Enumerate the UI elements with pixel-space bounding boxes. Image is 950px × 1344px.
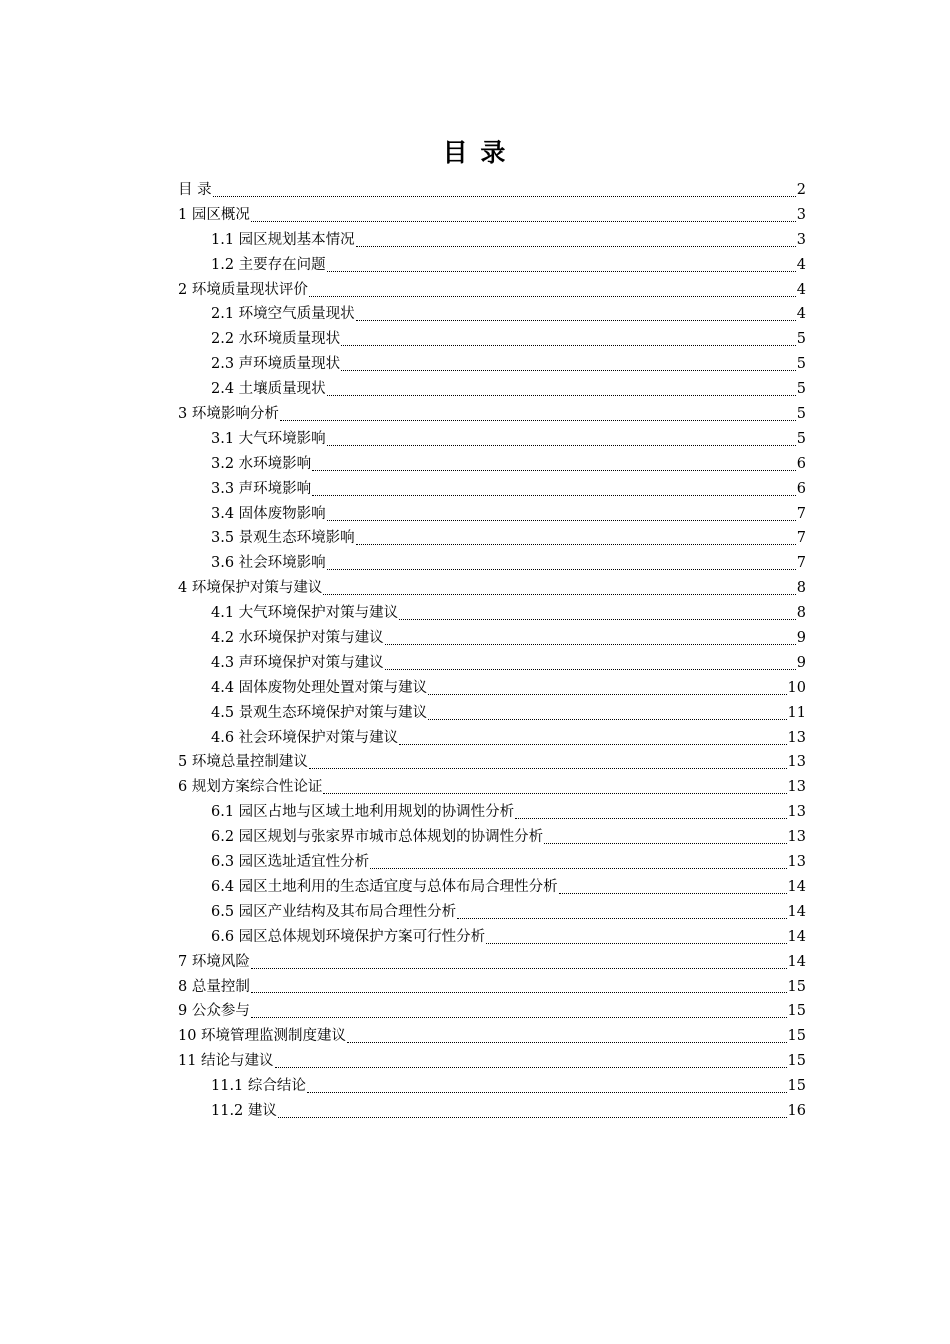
- toc-entry-label: 11.2 建议: [211, 1102, 277, 1119]
- toc-entry-label: 11 结论与建议: [178, 1053, 274, 1070]
- table-of-contents: [178, 178, 806, 1124]
- toc-entry-label: 7 环境风险: [178, 953, 250, 970]
- toc-entry-page: 14: [787, 878, 806, 895]
- toc-entry-page: 15: [787, 1053, 806, 1070]
- toc-entry-page: 15: [787, 1003, 806, 1020]
- toc-entry-page: 5: [796, 406, 806, 423]
- toc-entry-page: 5: [796, 381, 806, 398]
- toc-entry-page: 4: [796, 281, 806, 298]
- toc-entry-page: 14: [787, 903, 806, 920]
- toc-entry-label: 1 园区概况: [178, 206, 250, 223]
- toc-entry[interactable]: [178, 1024, 806, 1049]
- toc-entry-page: 13: [787, 829, 806, 846]
- toc-leader-dots: [327, 395, 796, 396]
- toc-leader-dots: [323, 594, 795, 595]
- toc-entry[interactable]: [178, 900, 806, 925]
- toc-entry[interactable]: [178, 975, 806, 1000]
- toc-entry-page: 13: [787, 854, 806, 871]
- toc-entry-label: 4.2 水环境保护对策与建议: [211, 630, 384, 647]
- toc-entry[interactable]: [178, 850, 806, 875]
- toc-leader-dots: [559, 893, 787, 894]
- toc-entry-page: 6: [796, 480, 806, 497]
- toc-entry-label: 3.4 固体废物影响: [211, 505, 326, 522]
- toc-entry-label: 8 总量控制: [178, 978, 250, 995]
- toc-entry-label: 4 环境保护对策与建议: [178, 580, 323, 597]
- toc-entry-page: 4: [796, 306, 806, 323]
- toc-entry-label: 6.4 园区土地利用的生态适宜度与总体布局合理性分析: [211, 878, 558, 895]
- toc-entry[interactable]: [178, 228, 806, 253]
- toc-entry-page: 15: [787, 1078, 806, 1095]
- toc-entry-label: 2.2 水环境质量现状: [211, 331, 341, 348]
- toc-leader-dots: [327, 445, 796, 446]
- toc-entry-label: 9 公众参与: [178, 1003, 250, 1020]
- toc-entry-page: 7: [796, 505, 806, 522]
- toc-entry-label: 3.6 社会环境影响: [211, 555, 326, 572]
- toc-entry[interactable]: [178, 502, 806, 527]
- toc-entry[interactable]: [178, 950, 806, 975]
- toc-entry[interactable]: [178, 1074, 806, 1099]
- toc-leader-dots: [356, 544, 796, 545]
- toc-entry-label: 3.3 声环境影响: [211, 480, 312, 497]
- toc-entry-label: 6.6 园区总体规划环境保护方案可行性分析: [211, 928, 486, 945]
- toc-entry-page: 8: [796, 580, 806, 597]
- toc-leader-dots: [323, 793, 786, 794]
- toc-entry[interactable]: [178, 651, 806, 676]
- toc-leader-dots: [515, 818, 786, 819]
- toc-entry-page: 13: [787, 754, 806, 771]
- toc-entry-page: 16: [787, 1102, 806, 1119]
- toc-entry[interactable]: [178, 377, 806, 402]
- toc-entry-page: 5: [796, 356, 806, 373]
- toc-entry[interactable]: [178, 427, 806, 452]
- toc-leader-dots: [486, 943, 786, 944]
- toc-entry-label: 2.4 土壤质量现状: [211, 381, 326, 398]
- toc-entry[interactable]: [178, 302, 806, 327]
- toc-entry-label: 6.1 园区占地与区域土地利用规划的协调性分析: [211, 804, 515, 821]
- toc-entry-page: 9: [796, 630, 806, 647]
- toc-leader-dots: [251, 1017, 787, 1018]
- toc-leader-dots: [251, 968, 787, 969]
- toc-leader-dots: [457, 918, 786, 919]
- toc-entry-label: 4.5 景观生态环境保护对策与建议: [211, 704, 428, 721]
- toc-entry-page: 7: [796, 555, 806, 572]
- toc-entry[interactable]: [178, 477, 806, 502]
- toc-entry[interactable]: [178, 253, 806, 278]
- toc-entry-page: 9: [796, 654, 806, 671]
- toc-leader-dots: [312, 495, 796, 496]
- toc-entry[interactable]: [178, 726, 806, 751]
- toc-entry-label: 3.5 景观生态环境影响: [211, 530, 355, 547]
- toc-entry[interactable]: [178, 402, 806, 427]
- toc-leader-dots: [307, 1092, 787, 1093]
- toc-entry[interactable]: [178, 327, 806, 352]
- toc-leader-dots: [280, 420, 796, 421]
- toc-entry[interactable]: [178, 825, 806, 850]
- toc-leader-dots: [385, 644, 796, 645]
- toc-entry-label: 2.1 环境空气质量现状: [211, 306, 355, 323]
- toc-entry-label: 4.6 社会环境保护对策与建议: [211, 729, 399, 746]
- toc-entry-page: 5: [796, 331, 806, 348]
- toc-leader-dots: [327, 520, 796, 521]
- toc-leader-dots: [251, 221, 796, 222]
- toc-leader-dots: [341, 370, 796, 371]
- toc-entry-page: 8: [796, 605, 806, 622]
- toc-entry-label: 3 环境影响分析: [178, 406, 279, 423]
- toc-entry[interactable]: [178, 701, 806, 726]
- toc-entry[interactable]: [178, 203, 806, 228]
- toc-entry-label: 4.1 大气环境保护对策与建议: [211, 605, 399, 622]
- toc-leader-dots: [399, 619, 796, 620]
- toc-entry-page: 15: [787, 1028, 806, 1045]
- toc-leader-dots: [385, 669, 796, 670]
- toc-entry[interactable]: [178, 750, 806, 775]
- toc-entry-label: 10 环境管理监测制度建议: [178, 1028, 347, 1045]
- toc-entry[interactable]: [178, 526, 806, 551]
- toc-entry[interactable]: [178, 178, 806, 203]
- toc-entry[interactable]: [178, 875, 806, 900]
- toc-entry[interactable]: [178, 775, 806, 800]
- toc-entry[interactable]: [178, 925, 806, 950]
- toc-leader-dots: [309, 768, 787, 769]
- toc-entry-label: 6.3 园区选址适宜性分析: [211, 854, 370, 871]
- toc-entry-label: 4.3 声环境保护对策与建议: [211, 654, 384, 671]
- toc-entry[interactable]: [178, 452, 806, 477]
- toc-entry[interactable]: [178, 278, 806, 303]
- toc-entry[interactable]: [178, 1049, 806, 1074]
- toc-entry[interactable]: [178, 551, 806, 576]
- toc-entry-page: 3: [796, 231, 806, 248]
- toc-entry[interactable]: [178, 576, 806, 601]
- toc-entry-label: 1.2 主要存在问题: [211, 256, 326, 273]
- toc-entry-label: 2.3 声环境质量现状: [211, 356, 341, 373]
- toc-entry-label: 6 规划方案综合性论证: [178, 779, 323, 796]
- toc-entry-page: 10: [787, 679, 806, 696]
- toc-leader-dots: [213, 196, 796, 197]
- toc-entry[interactable]: [178, 352, 806, 377]
- toc-entry[interactable]: [178, 1099, 806, 1124]
- toc-entry[interactable]: [178, 676, 806, 701]
- toc-entry-label: 5 环境总量控制建议: [178, 754, 308, 771]
- toc-leader-dots: [356, 246, 796, 247]
- toc-entry[interactable]: [178, 999, 806, 1024]
- toc-entry-page: 13: [787, 729, 806, 746]
- toc-leader-dots: [251, 992, 787, 993]
- toc-leader-dots: [312, 470, 796, 471]
- toc-entry-label: 6.2 园区规划与张家界市城市总体规划的协调性分析: [211, 829, 544, 846]
- toc-leader-dots: [428, 719, 786, 720]
- page-title: 目 录: [442, 138, 508, 167]
- toc-leader-dots: [347, 1042, 786, 1043]
- toc-entry[interactable]: [178, 626, 806, 651]
- toc-entry-label: 2 环境质量现状评价: [178, 281, 308, 298]
- toc-entry-label: 1.1 园区规划基本情况: [211, 231, 355, 248]
- toc-leader-dots: [341, 345, 796, 346]
- toc-entry-page: 4: [796, 256, 806, 273]
- toc-entry-label: 3.1 大气环境影响: [211, 430, 326, 447]
- toc-entry-page: 13: [787, 779, 806, 796]
- toc-leader-dots: [428, 694, 786, 695]
- toc-leader-dots: [399, 744, 786, 745]
- toc-entry-label: 11.1 综合结论: [211, 1078, 306, 1095]
- toc-entry[interactable]: [178, 800, 806, 825]
- toc-entry-page: 7: [796, 530, 806, 547]
- toc-entry-page: 6: [796, 455, 806, 472]
- toc-entry[interactable]: [178, 601, 806, 626]
- toc-leader-dots: [309, 296, 796, 297]
- toc-leader-dots: [278, 1117, 787, 1118]
- toc-entry-page: 11: [787, 704, 806, 721]
- toc-entry-label: 6.5 园区产业结构及其布局合理性分析: [211, 903, 457, 920]
- toc-entry-page: 3: [796, 206, 806, 223]
- toc-leader-dots: [327, 569, 796, 570]
- toc-entry-label: 3.2 水环境影响: [211, 455, 312, 472]
- toc-leader-dots: [370, 868, 786, 869]
- toc-entry-page: 15: [787, 978, 806, 995]
- toc-entry-label: 4.4 固体废物处理处置对策与建议: [211, 679, 428, 696]
- toc-entry-page: 14: [787, 928, 806, 945]
- toc-entry-page: 2: [796, 182, 806, 198]
- toc-entry-page: 5: [796, 430, 806, 447]
- toc-leader-dots: [327, 271, 796, 272]
- toc-entry-page: 13: [787, 804, 806, 821]
- toc-leader-dots: [356, 320, 796, 321]
- toc-leader-dots: [275, 1067, 787, 1068]
- toc-entry-page: 14: [787, 953, 806, 970]
- toc-leader-dots: [544, 843, 786, 844]
- toc-entry-label: 目 录: [178, 182, 212, 198]
